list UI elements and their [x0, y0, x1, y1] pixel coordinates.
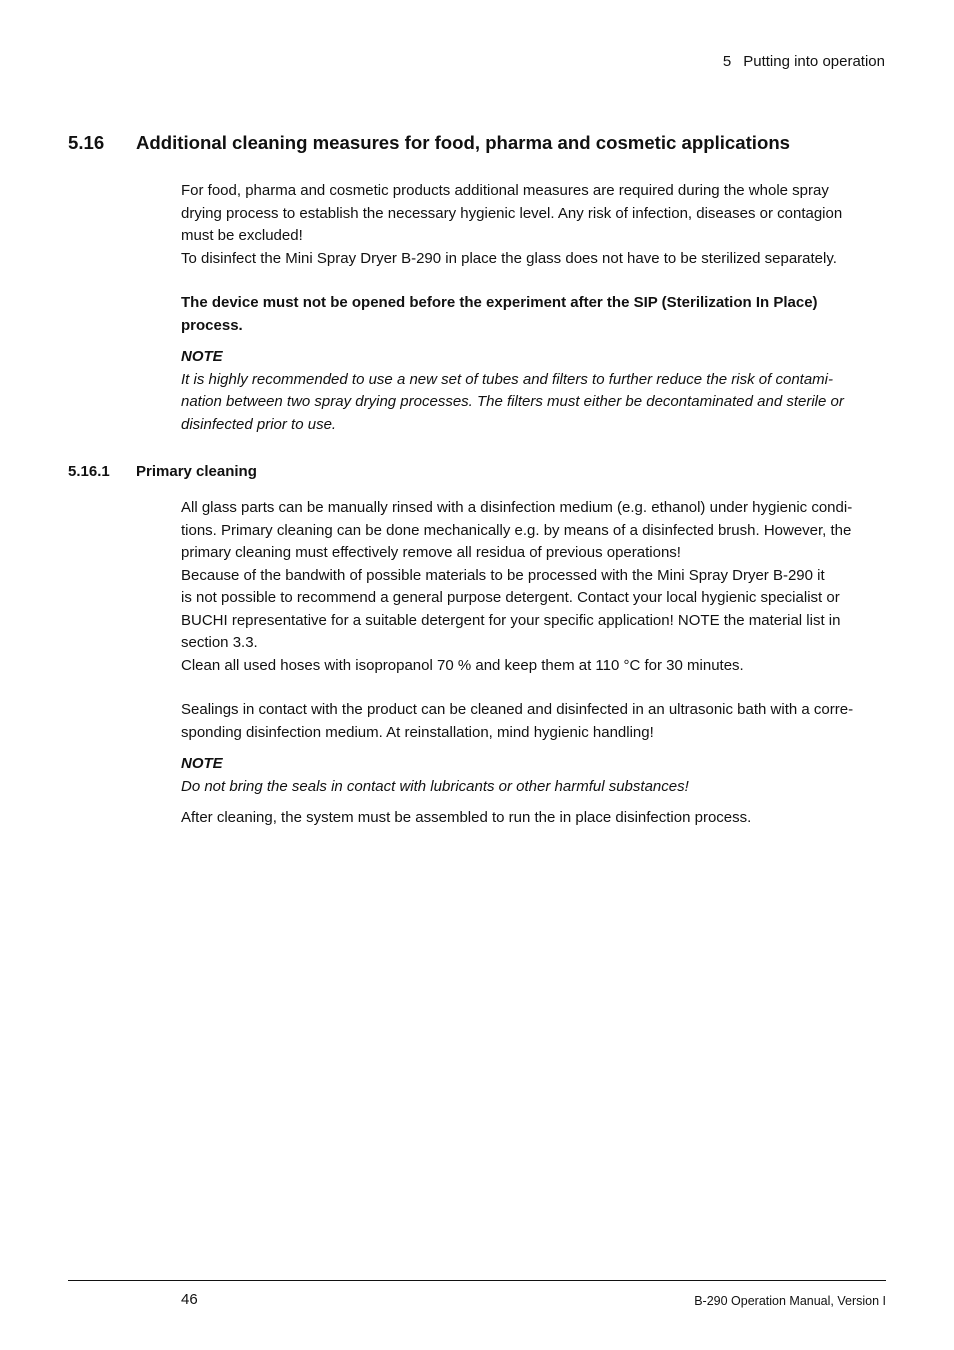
note-line: It is highly recommended to use a new set of tubes and filters to further reduce the risk of contami-: [181, 370, 833, 388]
section-number: 5.16: [68, 132, 105, 153]
warning-line: process.: [181, 316, 243, 334]
intro-line: To disinfect the Mini Spray Dryer B-290 in place the glass does not have to be sterilized separately.: [181, 249, 837, 267]
sealings-paragraph: [181, 699, 887, 744]
sealings-line: Sealings in contact with the product can be cleaned and disinfected in an ultrasonic bath with a corre-: [181, 701, 854, 718]
chapter-title: Putting into operation: [743, 53, 885, 70]
note-line: disinfected prior to use.: [181, 415, 337, 433]
primary-line: Because of the bandwith of possible materials to be processed with the Mini Spray Dryer B-290 it: [181, 566, 825, 584]
after-line: After cleaning, the system must be assembled to run the in place disinfection process.: [181, 809, 752, 826]
note-block-1: [181, 346, 887, 436]
running-header: [723, 53, 885, 70]
primary-line: tions. Primary cleaning can be done mechanically e.g. by means of a disinfected brush. However, the: [181, 521, 852, 539]
after-cleaning-paragraph: [181, 807, 887, 830]
intro-line: must be excluded!: [181, 227, 303, 244]
section-title: Additional cleaning measures for food, pharma and cosmetic applications: [136, 132, 791, 153]
section-heading: [68, 132, 790, 154]
footer-rule: [68, 1280, 886, 1281]
subsection-title: Primary cleaning: [136, 463, 257, 480]
note-title: NOTE: [181, 755, 223, 772]
subsection-number: 5.16.1: [68, 463, 110, 480]
note-line: Do not bring the seals in contact with lubricants or other harmful substances!: [181, 777, 689, 795]
note-block-2: [181, 753, 887, 798]
note-line: nation between two spray drying processes. The filters must either be decontaminated and sterile or: [181, 393, 844, 410]
primary-line: section 3.3.: [181, 634, 258, 651]
sealings-line: sponding disinfection medium. At reinstallation, mind hygienic handling!: [181, 723, 654, 741]
note-title: NOTE: [181, 348, 223, 365]
primary-line: primary cleaning must effectively remove all residua of previous operations!: [181, 544, 681, 561]
intro-line: drying process to establish the necessary hygienic level. Any risk of infection, diseases or contagion: [181, 204, 843, 222]
primary-line: BUCHI representative for a suitable detergent for your specific application! NOTE the material list in: [181, 611, 841, 629]
subsection-heading: [68, 463, 257, 480]
primary-line: Clean all used hoses with isopropanol 70 % and keep them at 110 °C for 30 minutes.: [181, 656, 744, 674]
primary-line: All glass parts can be manually rinsed with a disinfection medium (e.g. ethanol) under hygienic condi-: [181, 499, 853, 516]
intro-paragraph: [181, 180, 887, 270]
warning-line: The device must not be opened before the experiment after the SIP (Sterilization In Place): [181, 294, 818, 311]
warning-paragraph: [181, 292, 887, 337]
manual-title: B-290 Operation Manual, Version I: [694, 1294, 886, 1308]
primary-cleaning-paragraph: [181, 497, 887, 677]
page-number: 46: [181, 1291, 198, 1308]
intro-line: For food, pharma and cosmetic products additional measures are required during the whole spray: [181, 182, 829, 199]
primary-line: is not possible to recommend a general purpose detergent. Contact your local hygienic specialist or: [181, 589, 840, 606]
chapter-number: 5: [722, 53, 732, 70]
